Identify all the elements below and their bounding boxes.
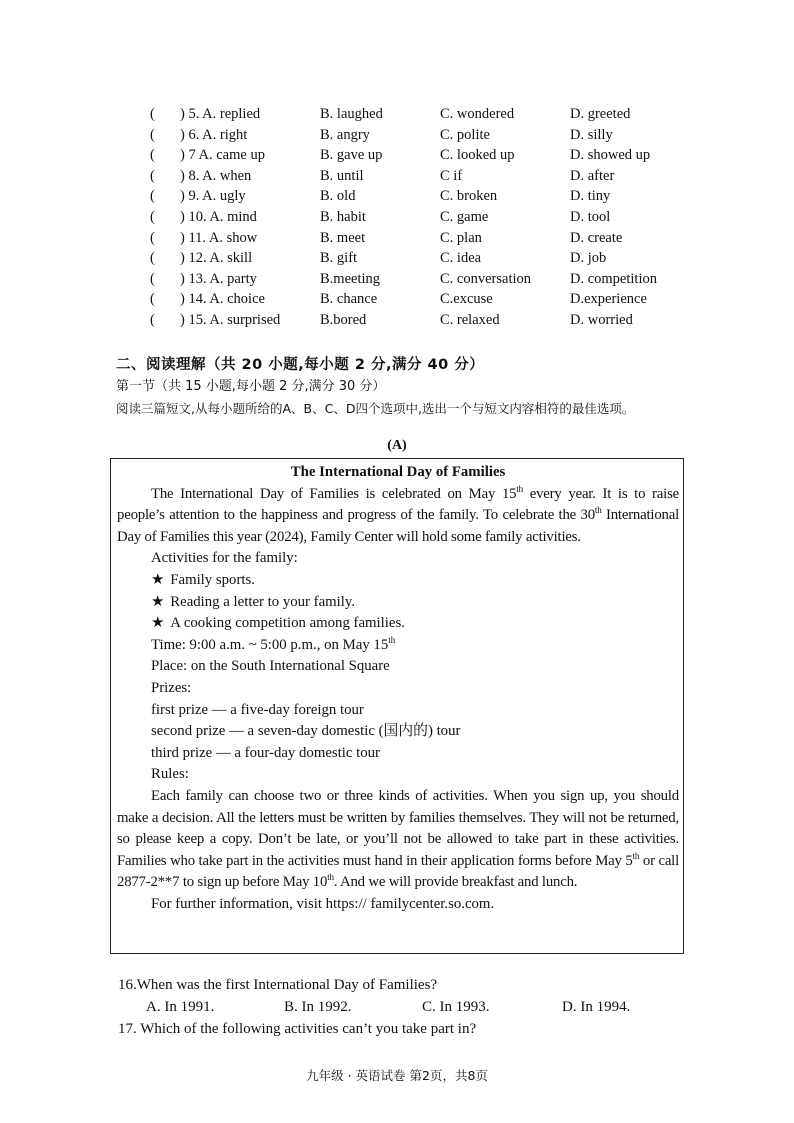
option-b: B. In 1992. [284,999,352,1015]
activity-item [117,592,679,614]
option-d: D. silly [570,126,613,143]
answer-blank: ( [150,167,155,184]
option-c: C. wondered [440,106,515,122]
prizes-heading: Prizes: [151,679,192,696]
activity-text: Reading a letter to your family. [170,593,356,610]
ordinal-suffix: th [632,850,640,861]
option-d: D.experience [570,291,647,308]
star-icon: ★ [151,615,165,632]
question-17: 17. Which of the following activities can’t you take part in? [118,1021,477,1037]
cloze-question-12 [150,248,710,269]
option-a: ) 15. A. surprised [180,311,281,328]
option-a: ) 6. A. right [180,126,248,143]
cloze-question-7 [150,145,710,166]
option-a: ) 14. A. choice [180,291,265,308]
prize-item: first prize — a five-day foreign tour [151,701,364,718]
passage-title: The International Day of Families [290,464,506,480]
option-b: B. until [320,167,364,184]
further-info: For further information, visit https:// familycenter.so.com. [151,895,495,912]
option-a: ) 10. A. mind [180,208,257,225]
answer-blank: ( [150,291,155,308]
cloze-question-8 [150,166,710,187]
activity-item [117,570,679,592]
answer-blank: ( [150,208,155,225]
answer-blank: ( [150,106,155,122]
answer-blank: ( [150,188,155,205]
rules-part: or call 2877-2**7 to sign up before May 10 [117,852,680,891]
option-d: D. create [570,229,623,246]
option-d: D. worried [570,311,633,328]
prize-item: third prize — a four-day domestic tour [151,744,380,761]
answer-blank: ( [150,229,155,246]
option-c: C. polite [440,126,490,143]
option-a: ) 11. A. show [180,229,258,246]
passage-box [110,458,684,954]
option-b: B.bored [320,311,367,328]
option-b: B. gave up [320,147,383,164]
option-b: B. laughed [320,106,383,122]
option-b: B. gift [320,250,358,267]
ordinal-suffix: th [388,634,396,645]
option-c: C.excuse [440,291,493,308]
ordinal-suffix: th [516,483,523,494]
option-d: D. after [570,167,615,184]
answer-blank: ( [150,147,155,164]
question-16: 16.When was the first International Day of Families? [118,977,438,993]
option-c: C. conversation [440,270,532,287]
answer-blank: ( [150,250,155,267]
prize-item: second prize — a seven-day domestic (国内的) tour [151,723,461,740]
option-d: D. tool [570,208,611,225]
answer-blank: ( [150,311,155,328]
section-instruction: 阅读三篇短文,从每小题所给的A、B、C、D四个选项中,选出一个与短文内容相符的最佳选项。 [116,401,635,416]
option-a: ) 8. A. when [180,167,252,184]
event-time [117,635,679,657]
star-icon: ★ [151,571,165,588]
option-b: B. chance [320,291,378,308]
ordinal-suffix: th [594,505,602,516]
answer-blank: ( [150,270,155,287]
event-place: Place: on the South International Square [151,658,390,675]
intro-text: International Day of Families this year (2024), Family Center will hold some family activities. [117,507,679,545]
activity-item [117,613,679,635]
activities-heading: Activities for the family: [151,550,298,567]
activity-text: Family sports. [170,571,255,588]
option-a: A. In 1991. [146,999,215,1015]
option-b: B.meeting [320,270,381,287]
option-a: ) 7 A. came up [180,147,265,164]
rules-text [117,786,679,894]
rules-part: . And we will provide breakfast and lunch. [333,874,578,891]
option-d: D. tiny [570,188,611,205]
option-c: C. game [440,208,489,225]
answer-blank: ( [150,126,155,143]
option-a: ) 13. A. party [180,270,257,287]
option-a: ) 12. A. skill [180,250,253,267]
section-subtitle: 第一节（共 15 小题,每小题 2 分,满分 30 分） [116,379,386,394]
section-title: 二、阅读理解（共 20 小题,每小题 2 分,满分 40 分） [116,357,485,373]
option-c: C. broken [440,188,498,205]
ordinal-suffix: th [327,872,334,883]
option-a: ) 9. A. ugly [180,188,246,205]
option-b: B. angry [320,126,370,143]
rules-heading: Rules: [151,766,189,783]
activity-text: A cooking competition among families. [170,615,405,632]
option-d: D. competition [570,270,657,287]
intro-text: every year. It is to raise people’s attention to the happiness and progress of the family. To celebrate the 30 [117,485,679,524]
option-d: D. job [570,250,607,267]
intro-text: The International Day of Families is celebrated on May 15 [151,485,517,502]
passage-label: (A) [387,438,407,453]
option-d: D. greeted [570,106,631,122]
option-c: C. In 1993. [422,999,490,1015]
option-b: B. habit [320,208,366,225]
option-d: D. In 1994. [562,999,631,1015]
option-a: ) 5. A. replied [180,106,261,122]
cloze-question-11 [150,228,710,249]
time-text: Time: 9:00 a.m. ~ 5:00 p.m., on May 15 [151,636,389,653]
page-footer: 九年级 · 英语试卷 第2页，共8页 [306,1068,488,1083]
cloze-question-14 [150,289,710,310]
cloze-options-list [150,104,710,331]
rules-part: Each family can choose two or three kinds of activities. When you sign up, you should make a decision. All the letters must be written by families themselves. They will not be returned, so please keep a copy. Don’t be late, or you’ll not be allowed to take part in these activities. Families who take part in the activities must hand in their application forms before May 5 [117,787,679,869]
option-b: B. meet [320,229,366,246]
option-c: C. idea [440,250,482,267]
star-icon: ★ [151,593,165,610]
cloze-question-9 [150,186,710,207]
option-c: C. relaxed [440,311,500,328]
cloze-question-6 [150,125,710,146]
cloze-question-5 [150,104,710,125]
cloze-question-13 [150,269,710,290]
option-d: D. showed up [570,147,651,164]
option-c: C. looked up [440,147,515,164]
option-c: C if [440,167,463,184]
option-c: C. plan [440,229,482,246]
cloze-question-15 [150,310,710,331]
option-b: B. old [320,188,356,205]
cloze-question-10 [150,207,710,228]
passage-intro [117,484,679,549]
